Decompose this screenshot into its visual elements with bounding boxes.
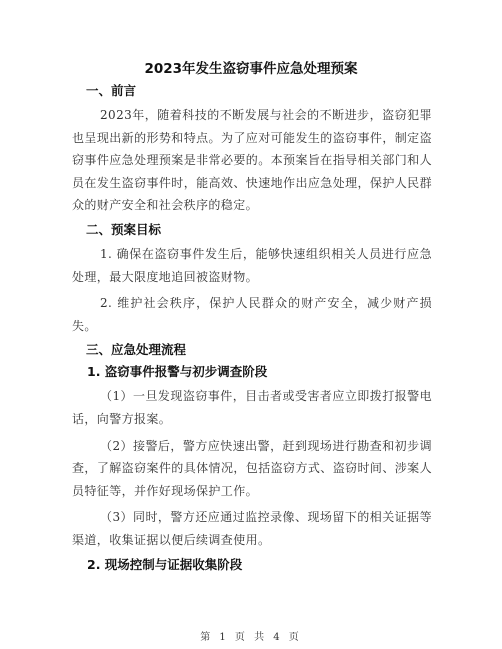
section-heading-goals: 二、预案目标 [86,221,162,237]
stage1-paragraph-2: （2）接警后，警方应快速出警，赶到现场进行勘查和初步调查，了解盗窃案件的具体情况，包括盗窃方式、盗窃时间、涉案人员特征等，并作好现场保护工作。 [72,438,432,498]
goals-paragraph-2: 2. 维护社会秩序，保护人民群众的财产安全，减少财产损失。 [72,296,432,333]
stage1-paragraph-3: （3）同时，警方还应通过监控录像、现场留下的相关证据等渠道，收集证据以便后续调查使用。 [72,510,432,547]
subsection-heading-stage1: 1. 盗窃事件报警与初步调查阶段 [87,364,268,380]
document-body [72,82,432,578]
section-heading-process: 三、应急处理流程 [86,342,187,358]
page-number-footer: 第 1 页 共 4 页 [200,632,302,643]
stage1-paragraph-1: （1）一旦发现盗窃事件，目击者或受害者应立即拨打报警电话，向警方报案。 [72,389,432,426]
section-heading-preface: 一、前言 [86,83,137,98]
preface-paragraph: 2023年，随着科技的不断发展与社会的不断进步，盗窃犯罪也呈现出新的形势和特点。为了应对可能发生的盗窃事件，制定盗窃事件应急处理预案是非常必要的。本预案旨在指导相关部门和人员在发生盗窃事件时，能高效、快速地作出应急处理，保护人民群众的财产安全和社会秩序的稳定。 [72,108,432,213]
goals-paragraph-1: 1. 确保在盗窃事件发生后，能够快速组织相关人员进行应急处理，最大限度地追回被盗财物。 [72,246,432,284]
document-title: 2023年发生盗窃事件应急处理预案 [144,61,358,77]
subsection-heading-stage2: 2. 现场控制与证据收集阶段 [87,556,243,572]
